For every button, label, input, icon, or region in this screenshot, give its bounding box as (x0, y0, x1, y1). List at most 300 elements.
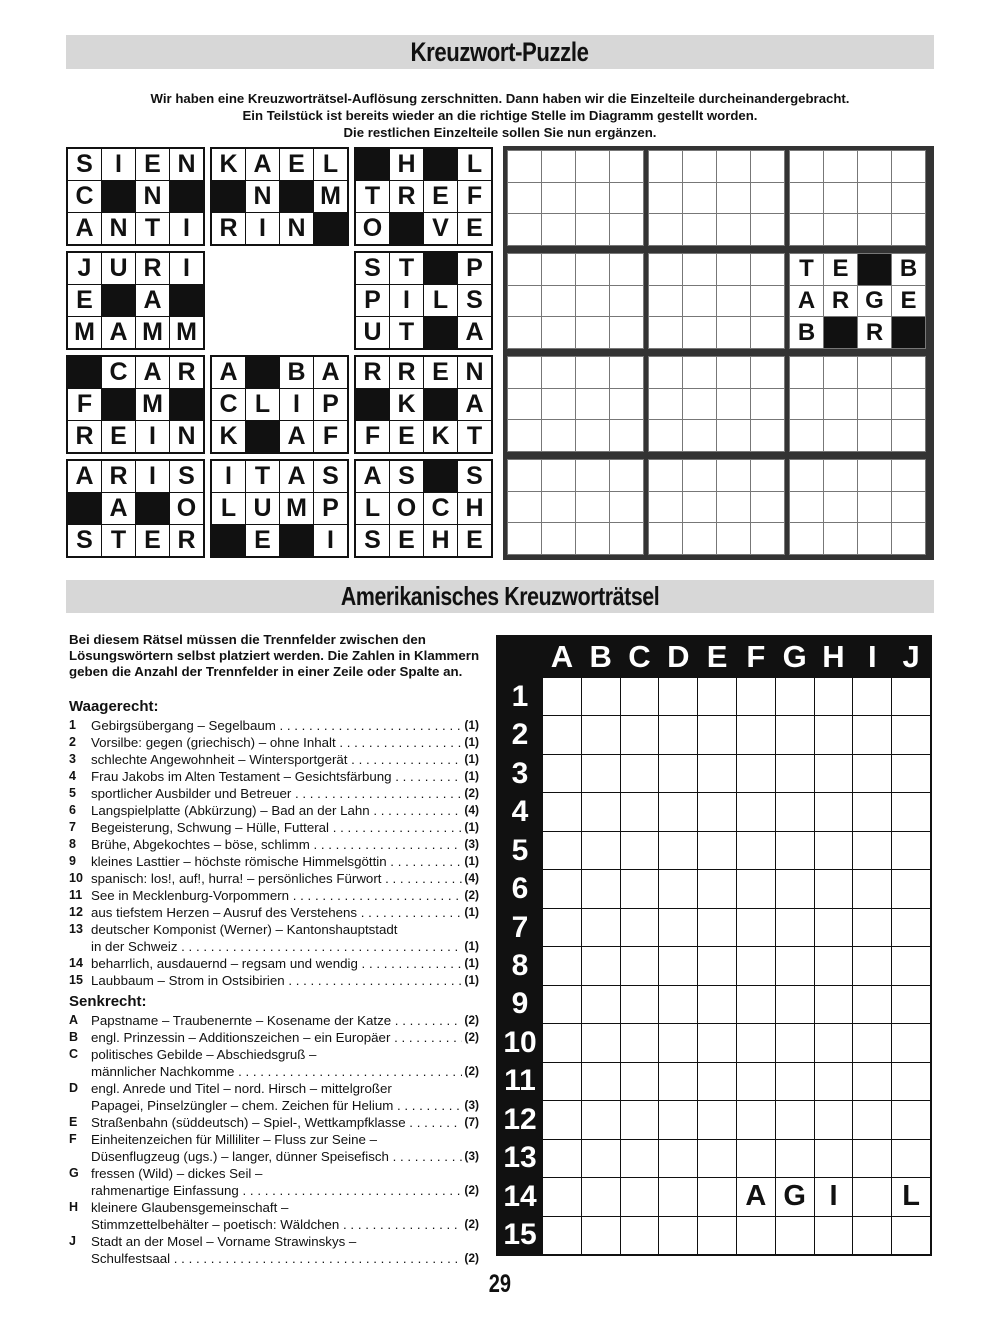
diagram-cell[interactable] (892, 183, 925, 214)
grid-cell[interactable] (659, 1178, 697, 1215)
grid-cell[interactable] (892, 1063, 930, 1100)
diagram-cell[interactable]: A (790, 286, 823, 317)
diagram-cell[interactable] (576, 286, 609, 317)
grid-cell[interactable] (892, 832, 930, 869)
puzzle-piece[interactable] (66, 459, 205, 558)
diagram-cell[interactable] (824, 214, 857, 245)
diagram-cell[interactable] (610, 317, 643, 348)
diagram-cell[interactable] (542, 420, 575, 451)
grid-cell[interactable] (543, 986, 581, 1023)
grid-cell[interactable] (776, 1063, 814, 1100)
diagram-cell[interactable] (892, 151, 925, 182)
diagram-cell[interactable] (542, 389, 575, 420)
diagram-cell[interactable] (858, 492, 891, 523)
grid-cell[interactable] (776, 947, 814, 984)
grid-cell[interactable] (698, 1101, 736, 1138)
grid-cell[interactable] (698, 909, 736, 946)
diagram-cell[interactable] (858, 420, 891, 451)
diagram-cell[interactable] (576, 254, 609, 285)
grid-cell[interactable] (892, 755, 930, 792)
diagram-cell[interactable] (683, 420, 716, 451)
diagram-cell[interactable] (751, 357, 784, 388)
grid-cell[interactable] (776, 986, 814, 1023)
grid-cell[interactable]: A (737, 1178, 775, 1215)
diagram-cell[interactable] (542, 492, 575, 523)
diagram-cell[interactable] (576, 460, 609, 491)
puzzle-piece[interactable] (66, 355, 205, 454)
grid-cell[interactable] (892, 716, 930, 753)
puzzle-piece[interactable] (354, 459, 493, 558)
diagram-cell[interactable] (717, 183, 750, 214)
diagram-cell[interactable] (610, 460, 643, 491)
diagram-cell[interactable] (717, 254, 750, 285)
grid-cell[interactable] (698, 793, 736, 830)
grid-cell[interactable] (853, 1063, 891, 1100)
diagram-cell[interactable] (790, 460, 823, 491)
diagram-cell[interactable] (649, 254, 682, 285)
diagram-cell[interactable] (751, 254, 784, 285)
diagram-cell[interactable] (751, 389, 784, 420)
grid-cell[interactable] (582, 755, 620, 792)
diagram-cell[interactable] (649, 317, 682, 348)
grid-cell[interactable]: L (892, 1178, 930, 1215)
grid-cell[interactable] (853, 1217, 891, 1254)
black-cell[interactable] (892, 317, 925, 348)
diagram-cell[interactable] (649, 460, 682, 491)
diagram-cell[interactable] (717, 357, 750, 388)
grid-cell[interactable] (621, 986, 659, 1023)
diagram-cell[interactable] (824, 357, 857, 388)
grid-cell[interactable] (737, 909, 775, 946)
grid-cell[interactable] (853, 1178, 891, 1215)
grid-cell[interactable] (659, 870, 697, 907)
grid-cell[interactable] (543, 716, 581, 753)
diagram-cell[interactable] (717, 214, 750, 245)
grid-cell[interactable] (582, 947, 620, 984)
grid-cell[interactable] (621, 678, 659, 715)
grid-cell[interactable] (737, 832, 775, 869)
grid-cell[interactable] (737, 755, 775, 792)
diagram-cell[interactable] (790, 389, 823, 420)
diagram-cell[interactable] (824, 389, 857, 420)
diagram-cell[interactable] (892, 492, 925, 523)
grid-cell[interactable] (698, 986, 736, 1023)
diagram-cell[interactable] (610, 389, 643, 420)
grid-cell[interactable] (621, 1101, 659, 1138)
grid-cell[interactable] (621, 909, 659, 946)
grid-cell[interactable] (776, 755, 814, 792)
diagram-cell[interactable] (824, 460, 857, 491)
puzzle-piece[interactable] (354, 355, 493, 454)
diagram-cell[interactable]: B (892, 254, 925, 285)
grid-cell[interactable]: I (815, 1178, 853, 1215)
grid-cell[interactable] (582, 1024, 620, 1061)
diagram-cell[interactable] (508, 389, 541, 420)
grid-cell[interactable] (892, 1101, 930, 1138)
diagram-cell[interactable] (717, 286, 750, 317)
diagram-cell[interactable] (542, 183, 575, 214)
black-cell[interactable] (858, 254, 891, 285)
grid-cell[interactable] (582, 716, 620, 753)
diagram-cell[interactable]: T (790, 254, 823, 285)
grid-cell[interactable] (853, 909, 891, 946)
grid-cell[interactable] (892, 1217, 930, 1254)
diagram-cell[interactable] (858, 389, 891, 420)
diagram-cell[interactable] (683, 286, 716, 317)
diagram-cell[interactable] (610, 523, 643, 554)
diagram-cell[interactable] (892, 523, 925, 554)
diagram-cell[interactable] (508, 317, 541, 348)
grid-cell[interactable] (659, 986, 697, 1023)
diagram-cell[interactable] (576, 357, 609, 388)
diagram-cell[interactable] (649, 523, 682, 554)
diagram-cell[interactable] (508, 286, 541, 317)
grid-cell[interactable] (659, 1024, 697, 1061)
diagram-cell[interactable] (858, 151, 891, 182)
diagram-cell[interactable] (576, 523, 609, 554)
grid-cell[interactable] (815, 1217, 853, 1254)
diagram-cell[interactable] (717, 389, 750, 420)
grid-cell[interactable] (853, 716, 891, 753)
grid-cell[interactable] (659, 755, 697, 792)
grid-cell[interactable] (737, 1140, 775, 1177)
diagram-cell[interactable] (751, 317, 784, 348)
diagram-cell[interactable] (751, 523, 784, 554)
diagram-cell[interactable] (751, 214, 784, 245)
diagram-cell[interactable] (683, 523, 716, 554)
grid-cell[interactable] (776, 870, 814, 907)
grid-cell[interactable] (582, 1178, 620, 1215)
grid-cell[interactable] (698, 870, 736, 907)
diagram-cell[interactable] (858, 460, 891, 491)
grid-cell[interactable] (892, 678, 930, 715)
diagram-cell[interactable] (892, 460, 925, 491)
black-cell[interactable] (824, 317, 857, 348)
diagram-cell[interactable] (683, 254, 716, 285)
grid-cell[interactable] (582, 986, 620, 1023)
grid-cell[interactable] (853, 1140, 891, 1177)
grid-cell[interactable] (659, 832, 697, 869)
grid-cell[interactable] (543, 870, 581, 907)
grid-cell[interactable] (543, 909, 581, 946)
grid-cell[interactable] (815, 909, 853, 946)
diagram-cell[interactable]: E (892, 286, 925, 317)
diagram-cell[interactable] (790, 523, 823, 554)
diagram-cell[interactable] (790, 214, 823, 245)
grid-cell[interactable] (776, 1024, 814, 1061)
diagram-cell[interactable] (508, 460, 541, 491)
diagram-cell[interactable] (717, 420, 750, 451)
grid-cell[interactable] (853, 986, 891, 1023)
diagram-cell[interactable] (508, 420, 541, 451)
grid-cell[interactable] (815, 986, 853, 1023)
grid-cell[interactable] (892, 1024, 930, 1061)
grid-cell[interactable] (776, 716, 814, 753)
diagram-cell[interactable] (508, 151, 541, 182)
diagram-cell[interactable] (508, 357, 541, 388)
grid-cell[interactable] (543, 1217, 581, 1254)
diagram-cell[interactable] (892, 420, 925, 451)
grid-cell[interactable] (815, 793, 853, 830)
grid-cell[interactable] (698, 678, 736, 715)
puzzle-piece[interactable] (354, 251, 493, 350)
diagram-cell[interactable] (576, 151, 609, 182)
grid-cell[interactable] (659, 1217, 697, 1254)
diagram-cell[interactable] (576, 183, 609, 214)
diagram-cell[interactable] (790, 183, 823, 214)
grid-cell[interactable] (776, 1101, 814, 1138)
grid-cell[interactable] (737, 1063, 775, 1100)
grid-cell[interactable] (582, 793, 620, 830)
grid-cell[interactable] (698, 716, 736, 753)
grid-cell[interactable] (776, 909, 814, 946)
diagram-cell[interactable] (717, 523, 750, 554)
grid-cell[interactable] (776, 678, 814, 715)
diagram-cell[interactable] (576, 317, 609, 348)
grid-cell[interactable] (621, 1024, 659, 1061)
diagram-cell[interactable] (717, 151, 750, 182)
diagram-cell[interactable] (790, 151, 823, 182)
diagram-cell[interactable]: E (824, 254, 857, 285)
grid-cell[interactable] (853, 755, 891, 792)
grid-cell[interactable] (737, 1024, 775, 1061)
grid-cell[interactable] (659, 1140, 697, 1177)
puzzle-piece[interactable] (210, 147, 349, 246)
grid-cell[interactable] (853, 832, 891, 869)
grid-cell[interactable] (698, 1217, 736, 1254)
diagram-cell[interactable] (542, 254, 575, 285)
diagram-cell[interactable] (824, 151, 857, 182)
diagram-cell[interactable] (610, 492, 643, 523)
diagram-cell[interactable] (649, 286, 682, 317)
grid-cell[interactable] (737, 947, 775, 984)
grid-cell[interactable] (659, 947, 697, 984)
grid-cell[interactable] (543, 1024, 581, 1061)
grid-cell[interactable] (543, 832, 581, 869)
diagram-cell[interactable] (751, 286, 784, 317)
grid-cell[interactable] (698, 947, 736, 984)
grid-cell[interactable]: G (776, 1178, 814, 1215)
grid-cell[interactable] (737, 1101, 775, 1138)
puzzle-piece[interactable] (210, 355, 349, 454)
diagram-cell[interactable] (542, 460, 575, 491)
grid-cell[interactable] (815, 1101, 853, 1138)
diagram-cell[interactable] (610, 183, 643, 214)
diagram-cell[interactable] (610, 286, 643, 317)
diagram-cell[interactable] (751, 151, 784, 182)
diagram-cell[interactable] (508, 183, 541, 214)
diagram-cell[interactable] (610, 420, 643, 451)
grid-cell[interactable] (543, 793, 581, 830)
diagram-cell[interactable] (508, 254, 541, 285)
grid-cell[interactable] (582, 832, 620, 869)
diagram-cell[interactable] (683, 389, 716, 420)
diagram-cell[interactable] (751, 420, 784, 451)
grid-cell[interactable] (659, 678, 697, 715)
grid-cell[interactable] (853, 1101, 891, 1138)
diagram-cell[interactable] (610, 214, 643, 245)
grid-cell[interactable] (698, 1178, 736, 1215)
grid-cell[interactable] (815, 1140, 853, 1177)
grid-cell[interactable] (659, 1101, 697, 1138)
diagram-cell[interactable] (858, 357, 891, 388)
grid-cell[interactable] (853, 947, 891, 984)
diagram-cell[interactable] (790, 420, 823, 451)
grid-cell[interactable] (543, 1178, 581, 1215)
grid-cell[interactable] (776, 793, 814, 830)
diagram-cell[interactable] (542, 357, 575, 388)
grid-cell[interactable] (543, 1140, 581, 1177)
grid-cell[interactable] (698, 1140, 736, 1177)
diagram-cell[interactable] (858, 183, 891, 214)
grid-cell[interactable] (853, 793, 891, 830)
grid-cell[interactable] (543, 947, 581, 984)
grid-cell[interactable] (892, 947, 930, 984)
diagram-cell[interactable]: R (824, 286, 857, 317)
grid-cell[interactable] (776, 1217, 814, 1254)
grid-cell[interactable] (853, 870, 891, 907)
grid-cell[interactable] (892, 870, 930, 907)
diagram-cell[interactable] (683, 317, 716, 348)
grid-cell[interactable] (621, 1063, 659, 1100)
grid-cell[interactable] (737, 986, 775, 1023)
grid-cell[interactable] (776, 832, 814, 869)
diagram-cell[interactable] (508, 492, 541, 523)
grid-cell[interactable] (621, 947, 659, 984)
diagram-cell[interactable] (576, 214, 609, 245)
diagram-cell[interactable] (824, 183, 857, 214)
diagram-cell[interactable] (683, 214, 716, 245)
grid-cell[interactable] (582, 1101, 620, 1138)
grid-cell[interactable] (582, 909, 620, 946)
grid-cell[interactable] (621, 832, 659, 869)
diagram-cell[interactable] (892, 357, 925, 388)
puzzle-piece[interactable] (210, 459, 349, 558)
diagram-cell[interactable] (649, 151, 682, 182)
diagram-cell[interactable] (751, 492, 784, 523)
diagram-cell[interactable]: G (858, 286, 891, 317)
grid-cell[interactable] (582, 870, 620, 907)
diagram-cell[interactable] (576, 420, 609, 451)
diagram-cell[interactable] (649, 183, 682, 214)
diagram-cell[interactable] (542, 317, 575, 348)
diagram-cell[interactable] (824, 492, 857, 523)
grid-cell[interactable] (543, 1101, 581, 1138)
diagram-cell[interactable] (683, 492, 716, 523)
grid-cell[interactable] (582, 1063, 620, 1100)
grid-cell[interactable] (853, 678, 891, 715)
grid-cell[interactable] (659, 909, 697, 946)
diagram-cell[interactable] (508, 523, 541, 554)
diagram-cell[interactable] (610, 357, 643, 388)
diagram-cell[interactable] (683, 357, 716, 388)
diagram-cell[interactable] (751, 460, 784, 491)
diagram-cell[interactable] (790, 492, 823, 523)
grid-cell[interactable] (892, 986, 930, 1023)
diagram-cell[interactable] (649, 420, 682, 451)
diagram-cell[interactable] (610, 254, 643, 285)
grid-cell[interactable] (892, 793, 930, 830)
diagram-cell[interactable] (683, 460, 716, 491)
diagram-cell[interactable] (649, 492, 682, 523)
diagram-cell[interactable] (649, 357, 682, 388)
grid-cell[interactable] (621, 870, 659, 907)
grid-cell[interactable] (659, 1063, 697, 1100)
grid-cell[interactable] (543, 678, 581, 715)
grid-cell[interactable] (815, 947, 853, 984)
grid-cell[interactable] (815, 832, 853, 869)
diagram-cell[interactable] (683, 151, 716, 182)
grid-cell[interactable] (815, 755, 853, 792)
grid-cell[interactable] (698, 1063, 736, 1100)
grid-cell[interactable] (892, 909, 930, 946)
diagram-cell[interactable] (717, 492, 750, 523)
grid-cell[interactable] (737, 1217, 775, 1254)
diagram-cell[interactable] (892, 389, 925, 420)
grid-cell[interactable] (815, 1063, 853, 1100)
diagram-cell[interactable] (751, 183, 784, 214)
grid-cell[interactable] (892, 1140, 930, 1177)
diagram-cell[interactable] (542, 523, 575, 554)
grid-cell[interactable] (582, 1217, 620, 1254)
puzzle-piece[interactable] (66, 251, 205, 350)
diagram-cell[interactable] (858, 523, 891, 554)
grid-cell[interactable] (582, 678, 620, 715)
grid-cell[interactable] (737, 678, 775, 715)
puzzle-piece[interactable] (66, 147, 205, 246)
grid-cell[interactable] (621, 793, 659, 830)
grid-cell[interactable] (582, 1140, 620, 1177)
diagram-cell[interactable]: R (858, 317, 891, 348)
diagram-cell[interactable] (717, 460, 750, 491)
diagram-cell[interactable] (858, 214, 891, 245)
grid-cell[interactable] (621, 1217, 659, 1254)
grid-cell[interactable] (621, 1140, 659, 1177)
grid-cell[interactable] (698, 832, 736, 869)
diagram-cell[interactable] (542, 214, 575, 245)
diagram-cell[interactable] (824, 523, 857, 554)
diagram-cell[interactable] (610, 151, 643, 182)
diagram-cell[interactable] (790, 357, 823, 388)
grid-cell[interactable] (815, 1024, 853, 1061)
grid-cell[interactable] (543, 1063, 581, 1100)
grid-cell[interactable] (815, 870, 853, 907)
diagram-cell[interactable] (649, 389, 682, 420)
grid-cell[interactable] (621, 1178, 659, 1215)
diagram-cell[interactable] (508, 214, 541, 245)
grid-cell[interactable] (737, 793, 775, 830)
diagram-cell[interactable]: B (790, 317, 823, 348)
grid-cell[interactable] (543, 755, 581, 792)
diagram-cell[interactable] (576, 492, 609, 523)
grid-cell[interactable] (776, 1140, 814, 1177)
grid-cell[interactable] (698, 1024, 736, 1061)
diagram-cell[interactable] (649, 214, 682, 245)
diagram-cell[interactable] (683, 183, 716, 214)
grid-cell[interactable] (815, 678, 853, 715)
grid-cell[interactable] (698, 755, 736, 792)
diagram-cell[interactable] (576, 389, 609, 420)
grid-cell[interactable] (659, 716, 697, 753)
diagram-cell[interactable] (542, 286, 575, 317)
diagram-cell[interactable] (824, 420, 857, 451)
grid-cell[interactable] (737, 716, 775, 753)
grid-cell[interactable] (621, 716, 659, 753)
grid-cell[interactable] (659, 793, 697, 830)
grid-cell[interactable] (737, 870, 775, 907)
grid-cell[interactable] (853, 1024, 891, 1061)
grid-cell[interactable] (621, 755, 659, 792)
